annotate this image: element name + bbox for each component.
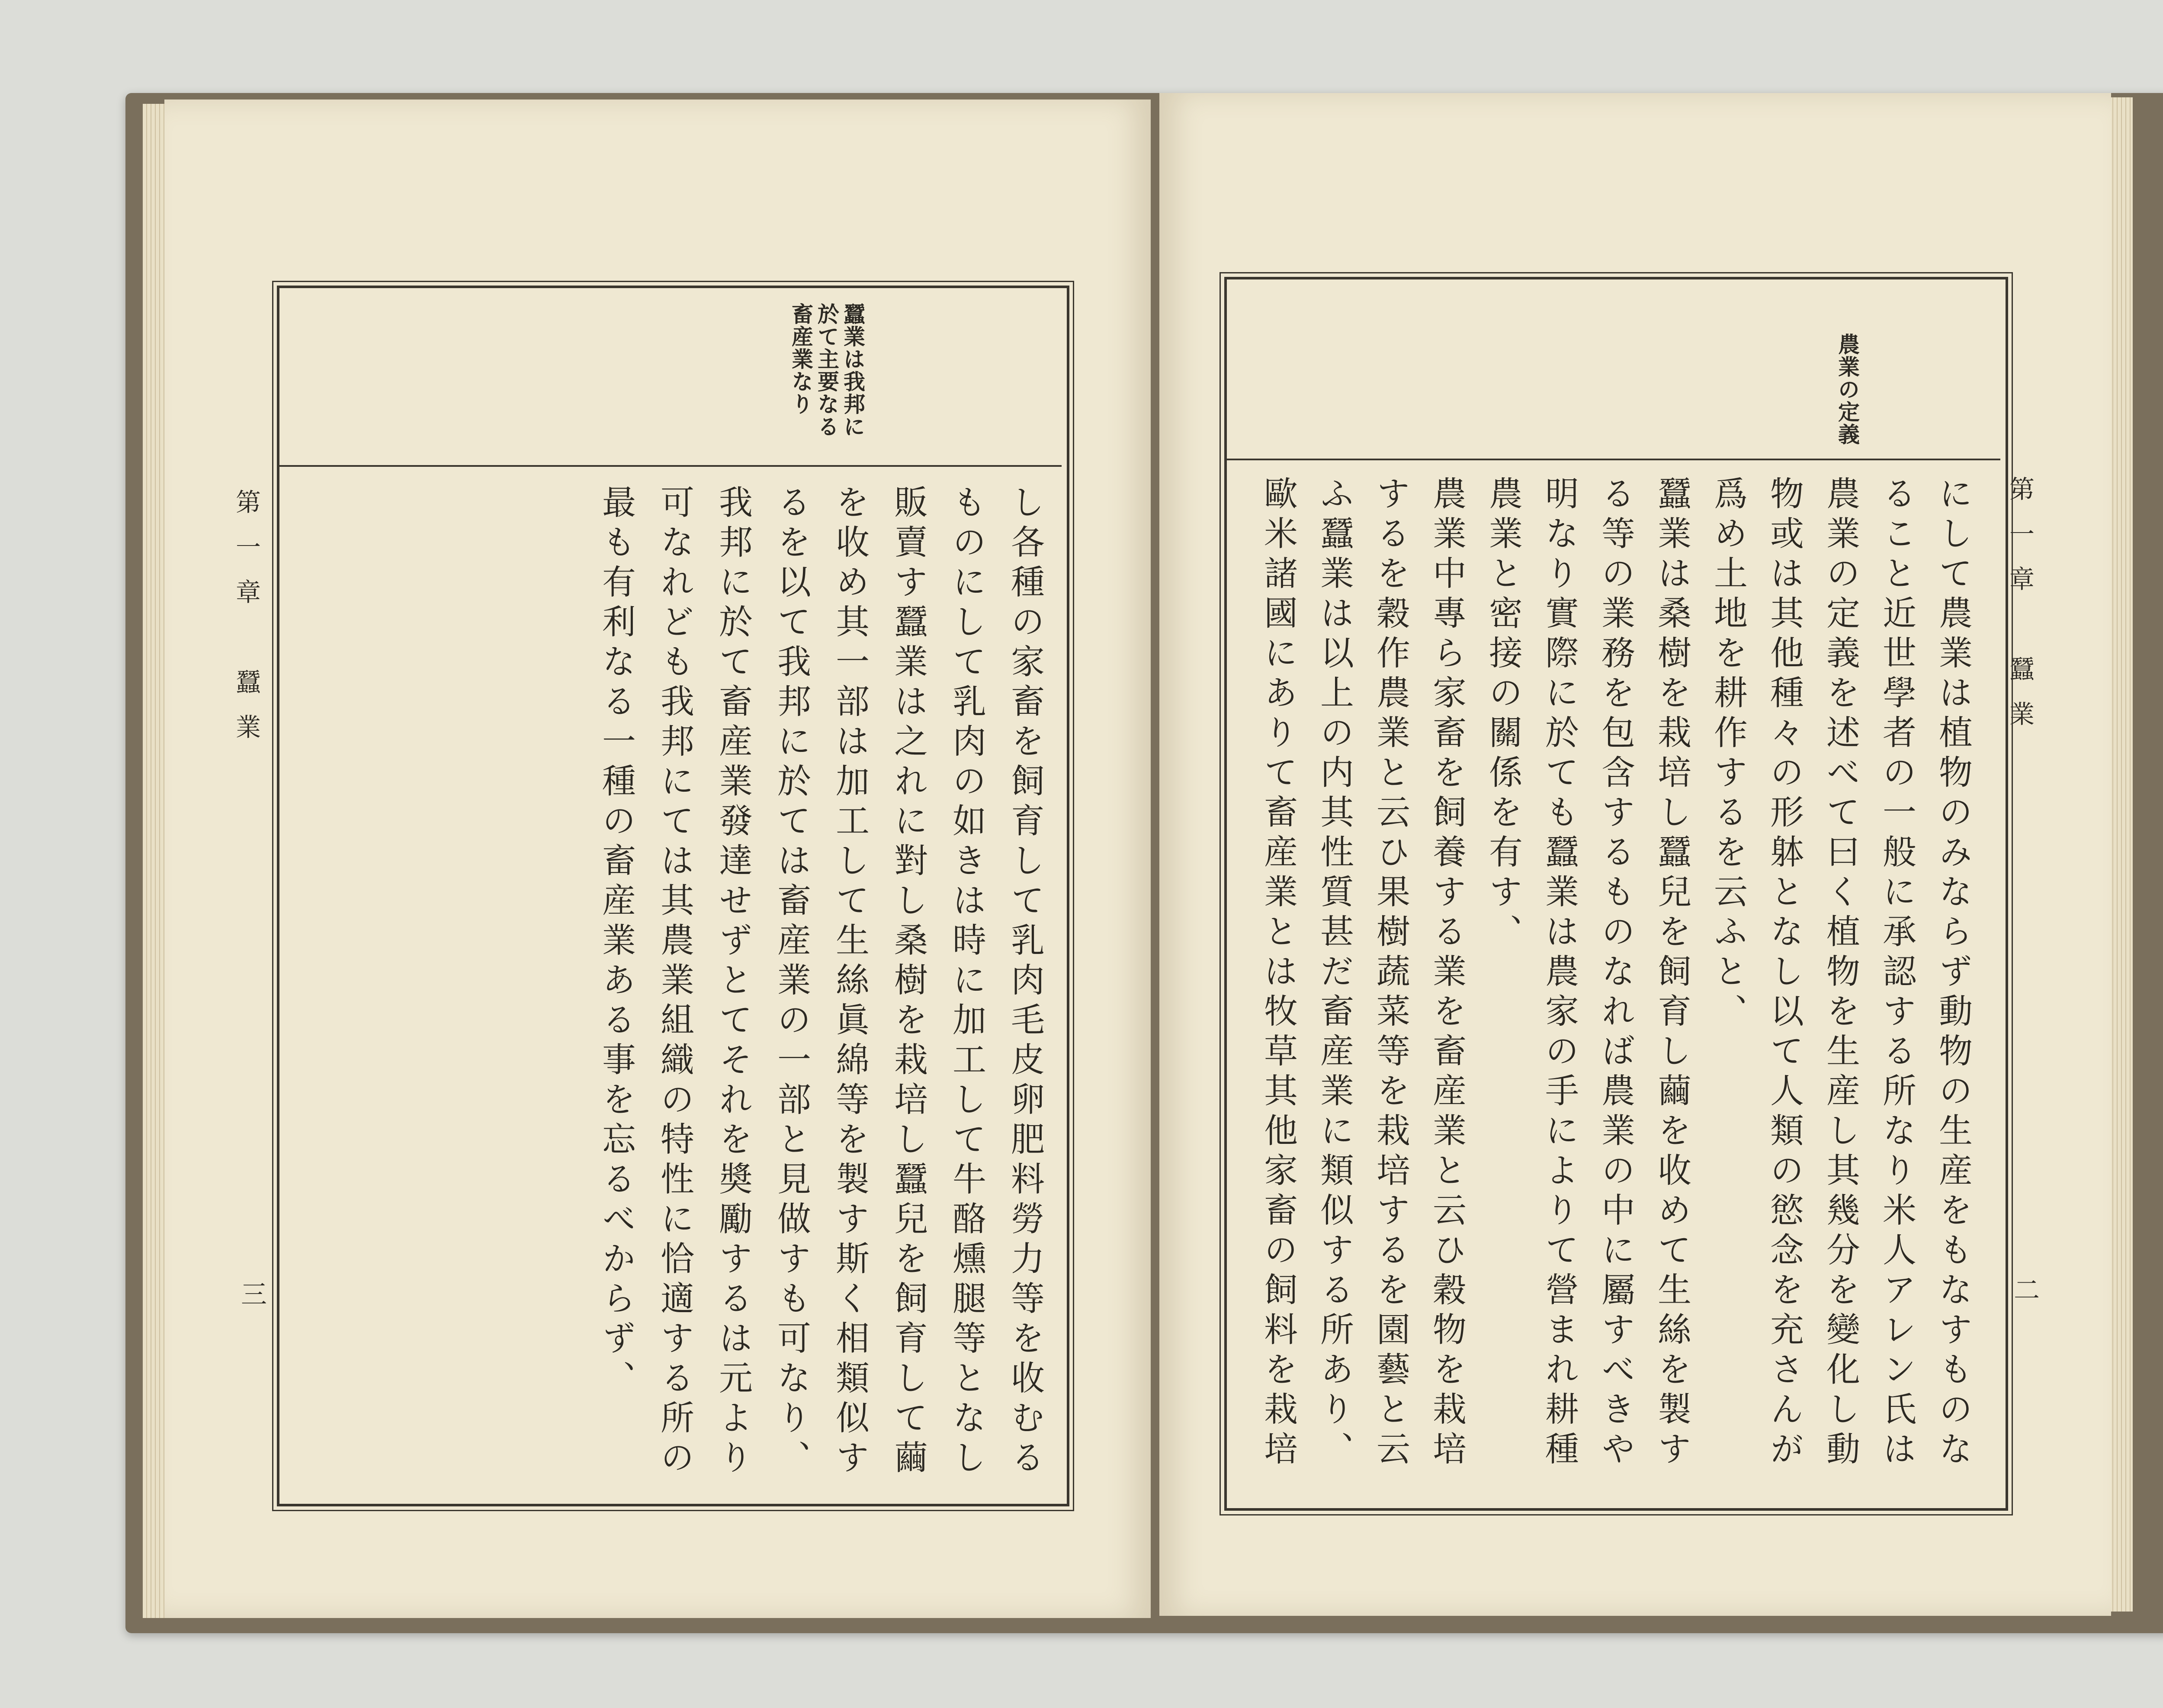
- left-text-column-8: 最も有利なる一種の畜産業ある事を忘るべからず、: [597, 485, 635, 1400]
- right-text-column-7: る等の業務を包含するものなれば農業の中に屬すべきや: [1596, 476, 1635, 1471]
- left-text-column-3: 販賣す蠶業は之れに對し桑樹を栽培し蠶兒を飼育して繭: [889, 485, 927, 1480]
- left-page-edges: [143, 104, 167, 1618]
- right-text-column-6: 蠶業は桑樹を栽培し蠶兒を飼育し繭を收めて生絲を製す: [1652, 476, 1691, 1471]
- left-running-head: 第一章 蠶業: [231, 489, 261, 759]
- right-text-column-12: ふ蠶業は以上の内其性質甚だ畜産業に類似する所あり、: [1315, 476, 1354, 1471]
- right-text-column-8: 明なり實際に於ても蠶業は農家の手によりて營まれ耕種: [1540, 476, 1579, 1471]
- right-text-column-3: 農業の定義を述べて曰く植物を生産し其幾分を變化し動: [1821, 476, 1860, 1471]
- right-text-column-2: ること近世學者の一般に承認する所なり米人アレン氏は: [1877, 476, 1916, 1471]
- right-text-column-11: するを穀作農業と云ひ果樹蔬菜等を栽培するを園藝と云: [1371, 476, 1410, 1471]
- left-text-column-1: し各種の家畜を飼育して乳肉毛皮卵肥料勞力等を收むる: [1005, 485, 1044, 1480]
- right-running-head: 第一章 蠶業: [2005, 476, 2035, 746]
- right-header-rule: [1227, 459, 2000, 460]
- right-text-column-5: 爲め土地を耕作するを云ふと、: [1708, 476, 1747, 1033]
- left-text-column-7: 可なれども我邦にては其農業組織の特性に恰適する所の: [655, 485, 694, 1480]
- left-margin-note-line-3: 畜産業なり: [788, 303, 814, 415]
- right-text-column-10: 農業中專ら家畜を飼養する業を畜産業と云ひ穀物を栽培: [1427, 476, 1466, 1471]
- right-text-column-9: 農業と密接の關係を有す、: [1483, 476, 1522, 954]
- left-margin-note-line-2: 於て主要なる: [814, 303, 840, 438]
- right-page-number: 二: [2009, 1276, 2040, 1302]
- right-text-column-13: 歐米諸國にありて畜産業とは牧草其他家畜の飼料を栽培: [1258, 476, 1297, 1471]
- left-text-column-5: るを以て我邦に於ては畜産業の一部と見做すも可なり、: [772, 485, 811, 1480]
- left-margin-note-line-1: 蠶業は我邦に: [840, 303, 866, 438]
- left-page-number: 三: [237, 1281, 267, 1307]
- right-margin-note: 農業の定義: [1835, 333, 1860, 446]
- right-text-column-4: 物或は其他種々の形躰となし以て人類の慾念を充さんが: [1765, 476, 1804, 1471]
- right-page-edges: [2109, 97, 2133, 1612]
- right-text-column-1: にして農業は植物のみならず動物の生産をもなすものな: [1933, 476, 1972, 1471]
- left-text-column-4: を收め其一部は加工して生絲眞綿等を製す斯く相類似す: [830, 485, 869, 1480]
- left-header-rule: [279, 465, 1062, 467]
- left-text-column-2: ものにして乳肉の如きは時に加工して牛酪燻腿等となし: [947, 485, 986, 1480]
- left-text-column-6: 我邦に於て畜産業發達せずとてそれを奬勵するは元より: [713, 485, 752, 1480]
